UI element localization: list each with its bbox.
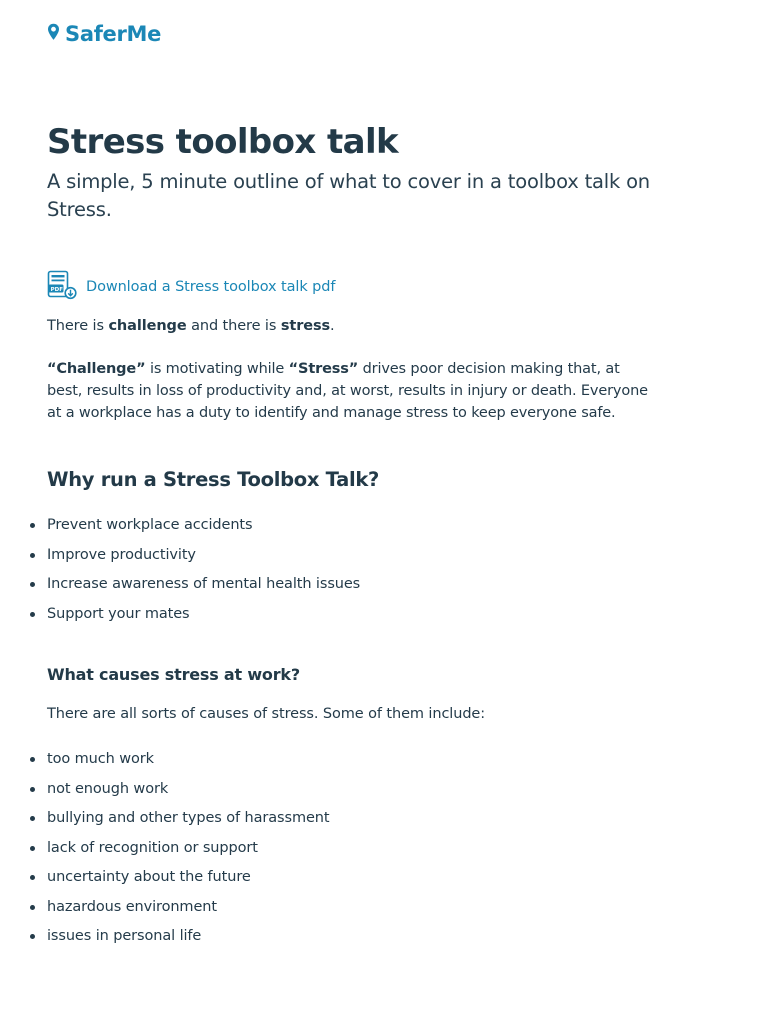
list-item: Support your mates [0, 604, 360, 634]
download-pdf-link[interactable]: Download a Stress toolbox talk pdf [86, 279, 336, 295]
list-item: issues in personal life [0, 926, 329, 956]
why-list [0, 515, 360, 633]
list-item: Increase awareness of mental health issues [0, 574, 360, 604]
causes-list [0, 749, 329, 956]
list-item: too much work [0, 749, 329, 779]
list-item: bullying and other types of harassment [0, 808, 329, 838]
list-item: not enough work [0, 779, 329, 809]
list-item: Prevent workplace accidents [0, 515, 360, 545]
list-item: uncertainty about the future [0, 867, 329, 897]
pdf-file-icon [47, 270, 77, 304]
svg-text:PDF: PDF [50, 287, 63, 293]
list-item: lack of recognition or support [0, 838, 329, 868]
causes-intro: There are all sorts of causes of stress. Some of them include: [47, 706, 486, 722]
location-pin-icon [47, 23, 60, 45]
brand-name: SaferMe [65, 22, 162, 46]
causes-heading: What causes stress at work? [47, 665, 300, 684]
download-pdf-row[interactable] [47, 270, 335, 304]
challenge-paragraph: “Challenge” is motivating while “Stress” drives poor decision making that, at best, results in loss of productivity and, at worst, results in injury or death. Everyone at a workplace has a duty to identify and manage stress to keep everyone safe. [47, 361, 648, 421]
intro-paragraph: There is challenge and there is stress. [47, 318, 335, 334]
page-subtitle: A simple, 5 minute outline of what to cover in a toolbox talk on Stress. [47, 170, 650, 221]
list-item: hazardous environment [0, 897, 329, 927]
brand-logo[interactable] [47, 22, 161, 46]
page-title: Stress toolbox talk [47, 122, 399, 162]
why-heading: Why run a Stress Toolbox Talk? [47, 468, 380, 491]
list-item: Improve productivity [0, 545, 360, 575]
